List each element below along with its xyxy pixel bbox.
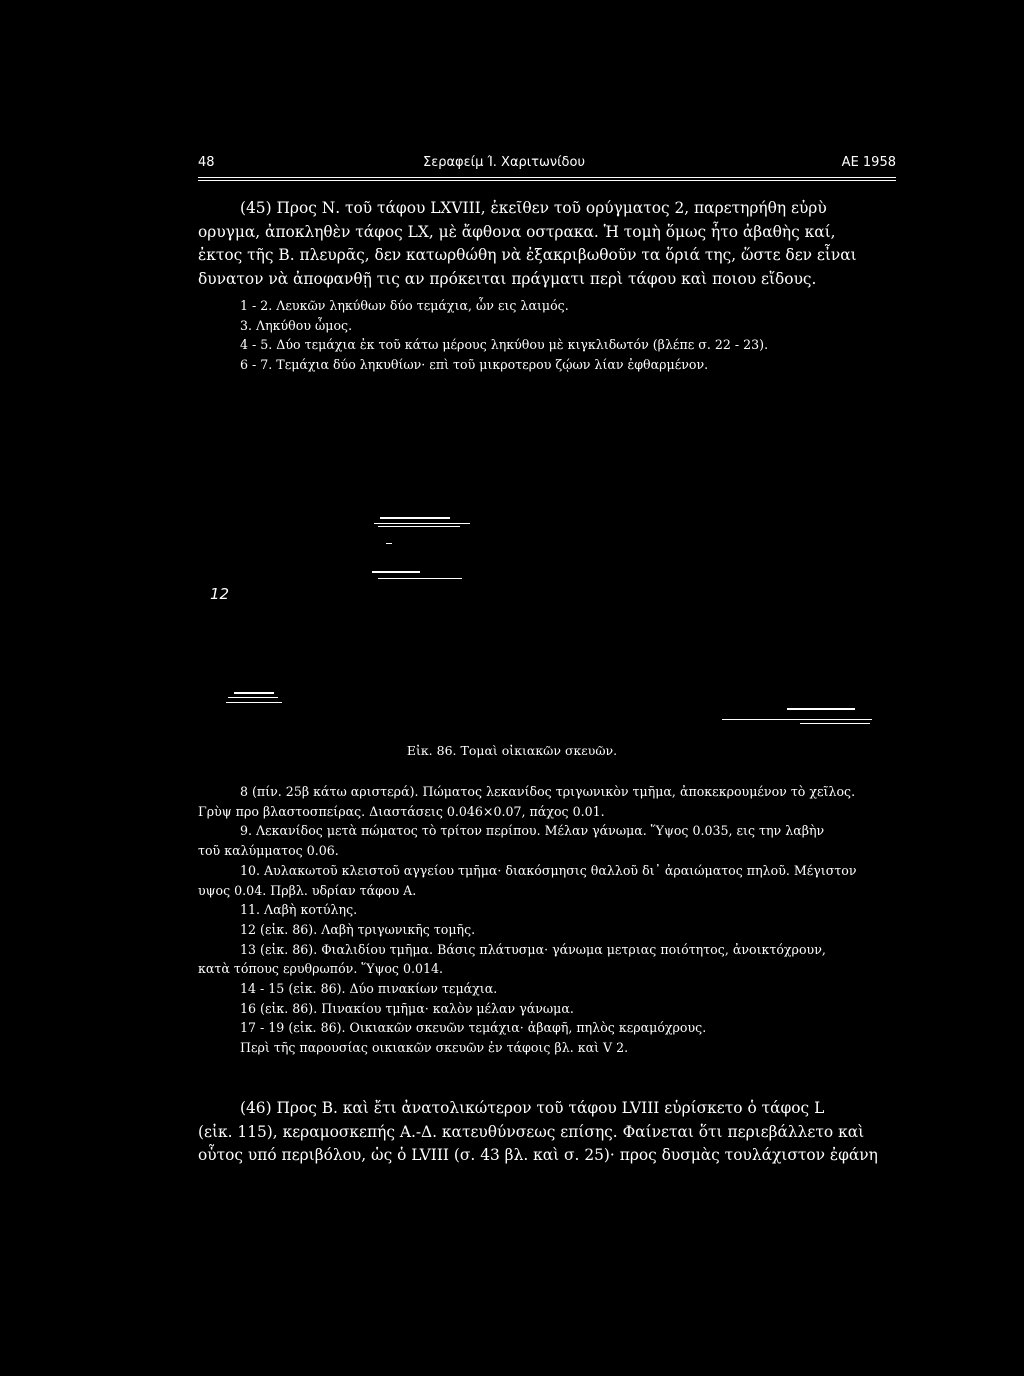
item-line: 16 (εἰκ. 86). Πινακίου τμῆμα· καλὸν μέλαν γάνωμα. bbox=[240, 1000, 574, 1016]
sherd-profile bbox=[378, 526, 460, 527]
figure-caption: Εἰκ. 86. Τομαὶ οἰκιακῶν σκευῶν. bbox=[406, 743, 618, 758]
text-line: (εἰκ. 115), κεραμοσκεπής Α.-Δ. κατευθύνσεως επίσης. Φαίνεται ὅτι περιεβάλλετο καὶ bbox=[198, 1122, 865, 1141]
running-header bbox=[198, 155, 896, 175]
sherd-profile bbox=[226, 702, 282, 703]
item-line: 12 (εἰκ. 86). Λαβὴ τριγωνικῆς τομῆς. bbox=[240, 921, 476, 937]
text-line: (45) Προς Ν. τοῦ τάφου LXVIII, ἐκεῖθεν τοῦ ορύγματος 2, παρετηρήθη εὐρὺ bbox=[240, 199, 827, 217]
item-line: υψος 0.04. Πρβλ. υδρίαν τάφου Α. bbox=[198, 882, 417, 898]
journal-reference: ΑΕ 1958 bbox=[841, 155, 896, 170]
sherd-profile bbox=[372, 571, 420, 573]
item-line: κατὰ τόπους ερυθρωπόν. Ὕψος 0.014. bbox=[198, 961, 444, 977]
text-line: ορυγμα, ἀποκληθὲν τάφος LX, μὲ ἄφθονα οστρακα. Ἡ τομὴ ὅμως ἦτο ἀβαθὴς καί, bbox=[198, 222, 836, 241]
sherd-profile bbox=[234, 692, 274, 694]
header-rule bbox=[198, 177, 896, 178]
figure-86-sherd-profiles bbox=[0, 500, 1024, 740]
item-line: 6 - 7. Τεμάχια δύο ληκυθίων· επὶ τοῦ μικροτερου ζῴων λίαν ἐφθαρμένον. bbox=[240, 357, 709, 373]
page-number: 48 bbox=[198, 155, 215, 170]
text-line: οὗτος υπό περιβόλου, ὡς ὁ LVIII (σ. 43 βλ. καὶ σ. 25)· προς δυσμὰς τουλάχιστον ἐφάνη bbox=[198, 1146, 878, 1164]
item-line: 8 (πίν. 25β κάτω αριστερά). Πώματος λεκανίδος τριγωνικὸν τμῆμα, ἀποκεκρουμένον τὸ χεῖλος. bbox=[240, 784, 856, 799]
text-line: δυνατον νὰ ἀποφανθῇ τις αν πρόκειται πράγματι περὶ τάφου καὶ ποιου εἴδους. bbox=[198, 269, 817, 288]
item-line: 11. Λαβὴ κοτύλης. bbox=[240, 902, 358, 918]
item-line: 14 - 15 (εἰκ. 86). Δύο πινακίων τεμάχια. bbox=[240, 981, 498, 997]
sherd-profile bbox=[386, 543, 392, 544]
item-line: 3. Ληκύθου ὦμος. bbox=[240, 317, 353, 333]
item-line: Περὶ τῆς παρουσίας οικιακῶν σκευῶν ἐν τάφοις βλ. καὶ V 2. bbox=[240, 1040, 629, 1056]
text-line: ἐκτος τῆς Β. πλευρᾶς, δεν κατωρθώθη νὰ ἐξακριβωθοῦν τα ὅριά της, ὥστε δεν εἶναι bbox=[198, 246, 857, 264]
section-45-paragraph bbox=[198, 197, 896, 291]
item-line: 4 - 5. Δύο τεμάχια ἐκ τοῦ κάτω μέρους ληκύθου μὲ κιγκλιδωτόν (βλέπε σ. 22 - 23). bbox=[240, 337, 769, 353]
sherd-profile bbox=[228, 697, 278, 698]
header-rule-lower bbox=[198, 180, 896, 181]
sherd-profile bbox=[722, 719, 872, 720]
sherd-profile bbox=[787, 708, 855, 710]
sherd-profile bbox=[378, 578, 462, 579]
item-line: 1 - 2. Λευκῶν ληκύθων δύο τεμάχια, ὧν εις λαιμός. bbox=[240, 298, 569, 313]
item-line: 9. Λεκανίδος μετὰ πώματος τὸ τρίτον περίπου. Μέλαν γάνωμα. Ὕψος 0.035, εις την λαβὴν bbox=[240, 823, 825, 839]
figure-number-label: 12 bbox=[210, 585, 230, 603]
catalogue-items bbox=[198, 782, 896, 1058]
item-line: Γρὺψ προ βλαστοσπείρας. Διαστάσεις 0.046×0.07, πάχος 0.01. bbox=[198, 803, 605, 819]
sherd-profile bbox=[380, 517, 450, 519]
sherd-profile bbox=[800, 723, 870, 724]
section-46-paragraph bbox=[198, 1097, 896, 1168]
item-line: 10. Αυλακωτοῦ κλειστοῦ αγγείου τμῆμα· διακόσμησις θαλλοῦ δι᾽ ἀραιώματος πηλοῦ. Μέγιστον bbox=[240, 862, 857, 878]
item-line: 13 (εἰκ. 86). Φιαλιδίου τμῆμα. Βάσις πλάτυσμα· γάνωμα μετριας ποιότητος, ἀνοικτόχρουν, bbox=[240, 941, 826, 957]
section-45-items bbox=[198, 296, 896, 375]
item-line: 17 - 19 (εἰκ. 86). Οικιακῶν σκευῶν τεμάχια· ἀβαφῆ, πηλὸς κεραμόχρους. bbox=[240, 1020, 707, 1036]
running-title: Σεραφείμ Ί. Χαριτωνίδου bbox=[423, 155, 585, 170]
text-line: (46) Προς Β. καὶ ἔτι ἀνατολικώτερον τοῦ τάφου LVIII εὑρίσκετο ὁ τάφος L bbox=[240, 1099, 825, 1117]
sherd-profile bbox=[374, 523, 470, 524]
item-line: τοῦ καλύμματος 0.06. bbox=[198, 843, 339, 859]
